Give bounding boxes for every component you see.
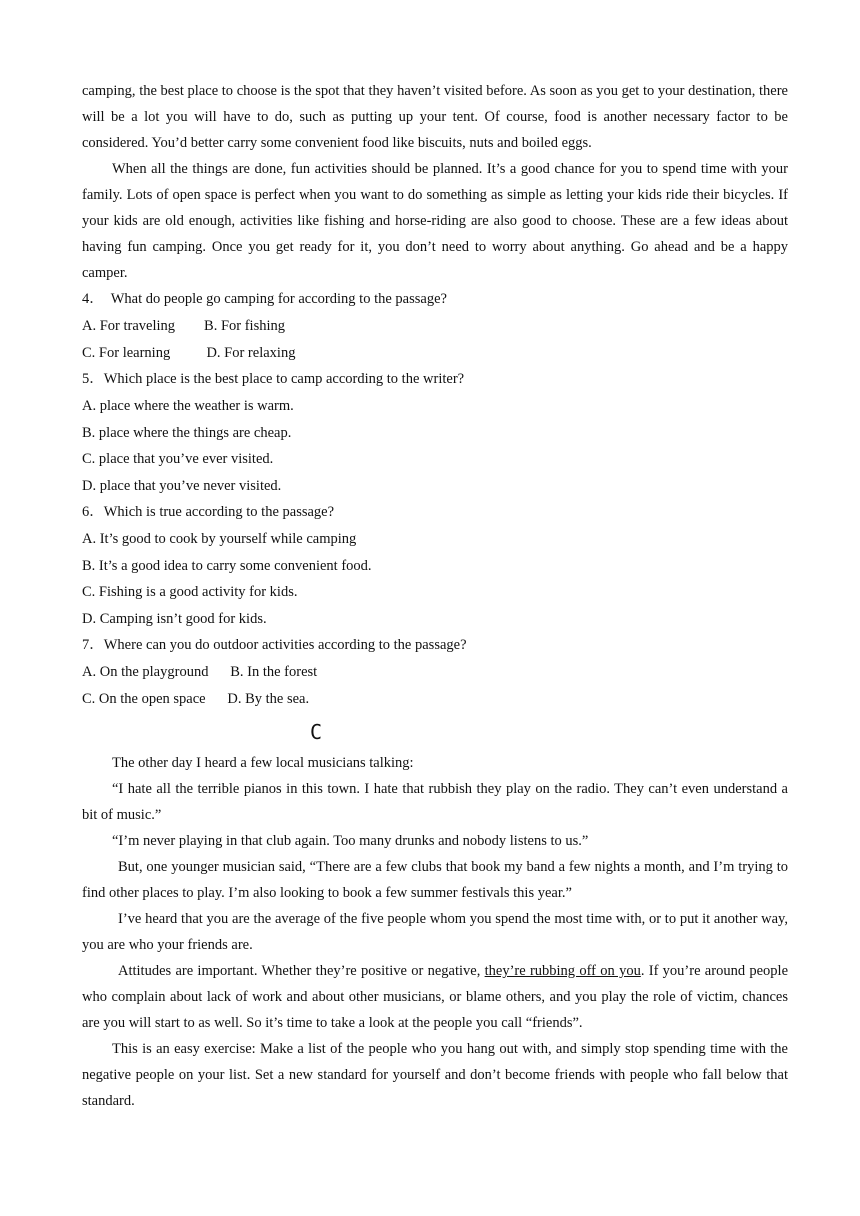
paragraph-6-text-before: Attitudes are important. Whether they’re positive or negative, <box>118 963 485 979</box>
question-6 <box>82 499 788 632</box>
question-stem: 6．Which is true according to the passage? <box>82 504 335 520</box>
question-stem: 7．Where can you do outdoor activities according to the passage? <box>82 637 467 653</box>
question-7 <box>82 632 788 712</box>
question-4 <box>82 286 788 366</box>
passage-c-paragraph-5: I’ve heard that you are the average of the five people whom you spend the most time with, or to put it another way, you are who your friends are. <box>82 911 788 953</box>
option-line: A. On the playground B. In the forest <box>82 664 318 680</box>
option-line: A. For traveling B. For fishing <box>82 318 285 334</box>
question-stem: 4． What do people go camping for according to the passage? <box>82 291 447 307</box>
option-line: A. place where the weather is warm. <box>82 398 294 414</box>
passage-c-paragraph-6 <box>82 958 788 1036</box>
passage-b-paragraph-2: When all the things are done, fun activities should be planned. It’s a good chance for you to spend time with your family. Lots of open space is perfect when you want to do something as simple as letting your kids ride their bicycles. If your kids are old enough, activities like fishing and horse-riding are also good to choose. These are a few ideas about having fun camping. Once you get ready for it, you don’t need to worry about anything. Go ahead and be a happy camper. <box>82 161 788 281</box>
passage-c-paragraph-2: “I hate all the terrible pianos in this town. I hate that rubbish they play on the radio. They can’t even understand a bit of music.” <box>82 781 788 823</box>
underlined-phrase: they’re rubbing off on you <box>484 963 641 979</box>
paragraph-6-text-after: . If you’re around people who complain about lack of work and about other musicians, or blame others, and you play the role of victim, chances are you will start to as well. So it’s time to take a look at the people you call “friends”. <box>82 963 789 1031</box>
option-line: C. On the open space D. By the sea. <box>82 690 310 707</box>
question-stem: 5．Which place is the best place to camp according to the writer? <box>82 371 465 387</box>
question-5 <box>82 366 788 499</box>
option-line: C. place that you’ve ever visited. <box>82 451 274 467</box>
option-line: C. Fishing is a good activity for kids. <box>82 584 298 600</box>
passage-c-paragraph-3: “I’m never playing in that club again. Too many drunks and nobody listens to us.” <box>112 833 589 849</box>
option-line: B. place where the things are cheap. <box>82 424 292 441</box>
option-line: A. It’s good to cook by yourself while camping <box>82 531 357 547</box>
option-line: D. Camping isn’t good for kids. <box>82 610 267 627</box>
passage-c-paragraph-7: This is an easy exercise: Make a list of the people who you hang out with, and simply stop spending time with the negative people on your list. Set a new standard for yourself and don’t become friends with people who fall below that standard. <box>82 1041 788 1109</box>
document-page <box>82 78 788 1114</box>
section-title-c: C <box>310 720 323 744</box>
option-line: D. place that you’ve never visited. <box>82 477 282 494</box>
option-line: B. It’s a good idea to carry some convenient food. <box>82 557 372 574</box>
passage-c-paragraph-4: But, one younger musician said, “There are a few clubs that book my band a few nights a month, and I’m trying to find other places to play. I’m also looking to book a few summer festivals this year.” <box>82 859 788 901</box>
passage-c-paragraph-1: The other day I heard a few local musicians talking: <box>112 755 414 771</box>
option-line: C. For learning D. For relaxing <box>82 344 296 361</box>
passage-b-paragraph-1: camping, the best place to choose is the spot that they haven’t visited before. As soon as you get to your destination, there will be a lot you will have to do, such as putting up your tent. Of course, food is another necessary factor to be considered. You’d better carry some convenient food like biscuits, nuts and boiled eggs. <box>82 83 788 151</box>
